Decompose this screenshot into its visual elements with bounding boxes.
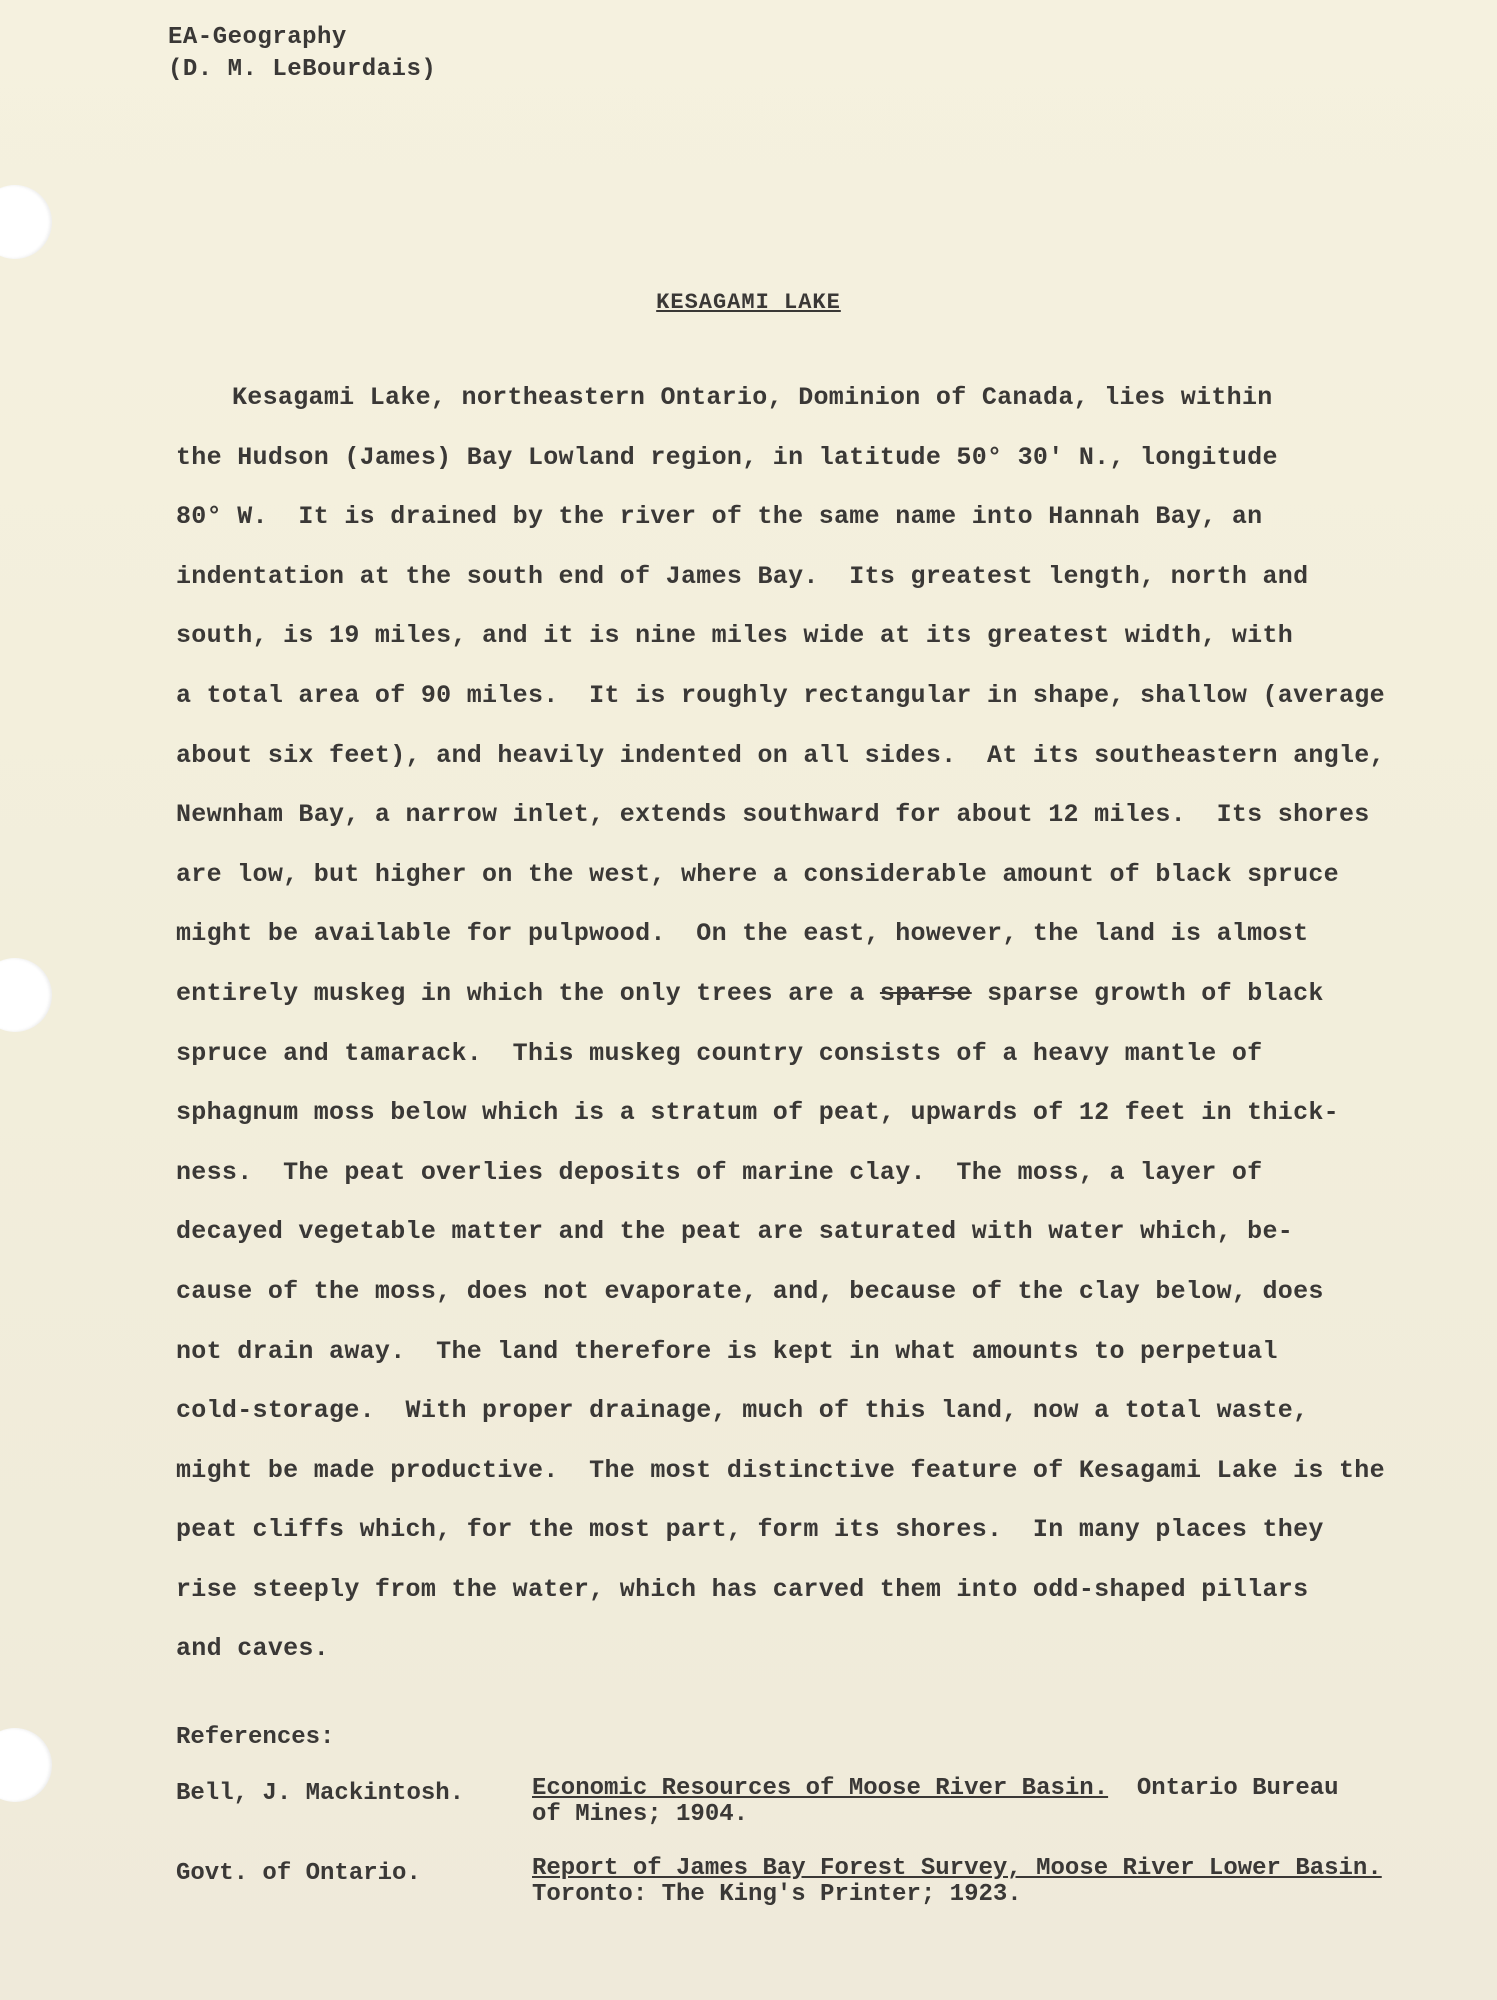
reference-publisher-cont: of Mines; 1904. — [532, 1801, 749, 1828]
body-line: a total area of 90 miles. It is roughly rectangular in shape, shallow (average — [176, 680, 1385, 710]
body-line: cause of the moss, does not evaporate, and, because of the clay below, does — [176, 1276, 1324, 1306]
reference-title: Report of James Bay Forest Survey, Moose River Lower Basin. — [532, 1855, 1382, 1882]
body-line: rise steeply from the water, which has carved them into odd-shaped pillars — [176, 1574, 1309, 1604]
body-line: decayed vegetable matter and the peat are saturated with water which, be- — [176, 1217, 1294, 1247]
reference-title: Economic Resources of Moose River Basin. — [532, 1775, 1109, 1802]
reference-publisher-cont: Toronto: The King's Printer; 1923. — [532, 1881, 1022, 1908]
references-heading: References: — [176, 1724, 335, 1751]
body-line: might be made productive. The most distinctive feature of Kesagami Lake is the — [176, 1455, 1385, 1485]
body-line: cold-storage. With proper drainage, much of this land, now a total waste, — [176, 1396, 1309, 1426]
body-line: peat cliffs which, for the most part, form its shores. In many places they — [176, 1515, 1324, 1545]
body-line — [176, 964, 1406, 1024]
punch-hole — [0, 1728, 52, 1802]
body-line: Newnham Bay, a narrow inlet, extends southward for about 12 miles. Its shores — [176, 800, 1370, 830]
body-line: and caves. — [176, 1634, 330, 1664]
body-line-start: entirely muskeg in which the only trees are a — [176, 978, 865, 1008]
body-line: are low, but higher on the west, where a considerable amount of black spruce — [176, 859, 1339, 889]
document-header — [168, 22, 436, 86]
body-line: the Hudson (James) Bay Lowland region, in latitude 50° 30' N., longitude — [176, 442, 1278, 472]
punch-hole — [0, 185, 52, 259]
references-section — [176, 1720, 1446, 1936]
body-line: not drain away. The land therefore is kept in what amounts to perpetual — [176, 1336, 1278, 1366]
reference-item — [176, 1776, 1446, 1848]
body-line: about six feet), and heavily indented on all sides. At its southeastern angle, — [176, 740, 1385, 770]
body-line: indentation at the south end of James Bay. Its greatest length, north and — [176, 561, 1309, 591]
document-title: KESAGAMI LAKE — [656, 290, 841, 315]
document-body — [176, 368, 1406, 1679]
punch-hole — [0, 958, 52, 1032]
body-line: 80° W. It is drained by the river of the same name into Hannah Bay, an — [176, 502, 1263, 532]
body-line-end: sparse growth of black — [987, 978, 1324, 1008]
reference-publisher: Ontario Bureau — [1136, 1775, 1339, 1802]
reference-author: Govt. of Ontario. — [176, 1860, 421, 1887]
body-line: spruce and tamarack. This muskeg country consists of a heavy mantle of — [176, 1038, 1263, 1068]
reference-author: Bell, J. Mackintosh. — [176, 1780, 465, 1807]
header-author: (D. M. LeBourdais) — [168, 56, 437, 83]
body-line: might be available for pulpwood. On the east, however, the land is almost — [176, 919, 1309, 949]
reference-citation — [532, 1856, 1452, 1908]
header-category: EA-Geography — [168, 24, 347, 51]
body-line: sphagnum moss below which is a stratum of peat, upwards of 12 feet in thick- — [176, 1098, 1339, 1128]
body-line: ness. The peat overlies deposits of marine clay. The moss, a layer of — [176, 1157, 1263, 1187]
body-line: Kesagami Lake, northeastern Ontario, Dominion of Canada, lies within — [232, 383, 1273, 412]
reference-citation — [532, 1776, 1452, 1828]
struck-word: sparse — [879, 978, 972, 1008]
body-line: south, is 19 miles, and it is nine miles wide at its greatest width, with — [176, 621, 1294, 651]
reference-item — [176, 1856, 1446, 1928]
